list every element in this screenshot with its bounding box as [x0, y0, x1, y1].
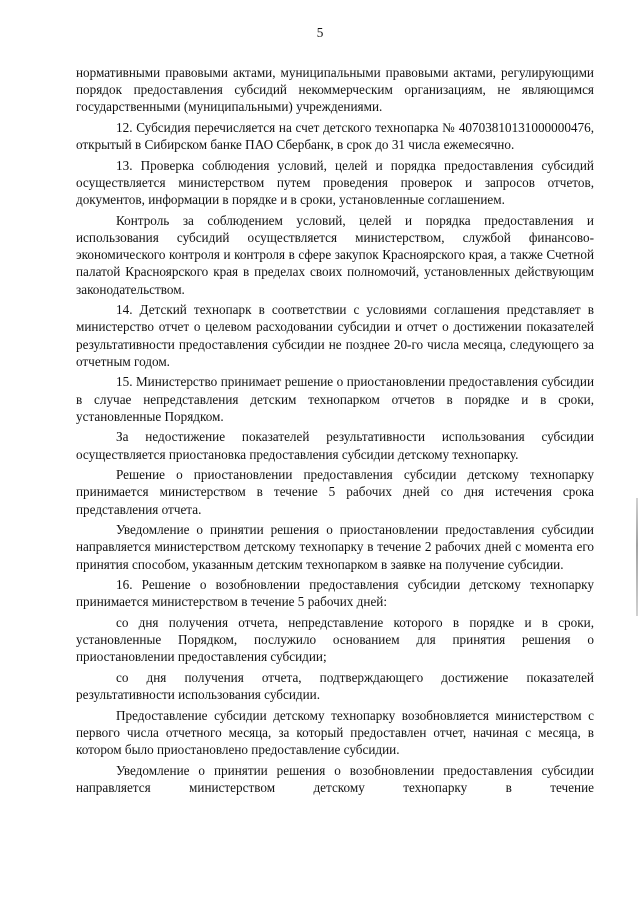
scan-edge-mark: [636, 498, 638, 616]
paragraph-continuation: нормативными правовыми актами, муниципальными правовыми актами, регулирующими порядок предоставления субсидий некоммерческим организациям, не являющимся государственными (муниципальными) учреждениями.: [76, 65, 594, 115]
paragraph-resumption-case-1: со дня получения отчета, непредставление которого в порядке и в сроки, установленные Порядком, послужило основанием для принятия решения о приостановлении предоставления субсидии;: [76, 615, 594, 665]
paragraph-12-subsidy-account: 12. Субсидия перечисляется на счет детского технопарка № 40703810131000000476, открытый в Сибирском банке ПАО Сбербанк, в срок до 31 числа ежемесячно.: [76, 120, 594, 153]
document-body: [76, 64, 594, 800]
paragraph-resumption-start: Предоставление субсидии детскому технопарку возобновляется министерством с первого числа отчетного месяца, за который предоставлен отчет, начиная с месяца, в котором было приостановлено предоставление субсидии.: [76, 707, 594, 758]
page-number: 5: [316, 25, 324, 40]
paragraph-resumption-case-2: со дня получения отчета, подтверждающего достижение показателей результативности использования субсидии.: [76, 670, 594, 703]
paragraph-15-suspension-decision: 15. Министерство принимает решение о приостановлении предоставления субсидии в случае непредставления детским технопарком отчетов в порядке и в сроки, установленные Порядком.: [76, 374, 594, 424]
paragraph-suspension-notice: Уведомление о принятии решения о приостановлении предоставления субсидии направляется министерством детскому технопарку в течение 2 рабочих дней с момента его принятия способом, указанным детским технопарком в заявке на получение субсидии.: [76, 522, 594, 572]
paragraph-non-achievement: За недостижение показателей результативности использования субсидии осуществляется приостановка предоставления субсидии детскому технопарку.: [76, 429, 594, 462]
paragraph-13-compliance-check: 13. Проверка соблюдения условий, целей и порядка предоставления субсидий осуществляется министерством путем проведения проверок и запросов отчетов, документов, информации в порядке и в сроки, установленные соглашением.: [76, 157, 594, 208]
paragraph-16-resumption-decision: 16. Решение о возобновлении предоставления субсидии детскому технопарку принимается министерством в течение 5 рабочих дней:: [76, 577, 594, 610]
paragraph-resumption-notice: Уведомление о принятии решения о возобновлении предоставления субсидии направляется министерством детскому технопарку в течение: [76, 762, 594, 795]
paragraph-control-bodies: Контроль за соблюдением условий, целей и порядка предоставления и использования субсидий осуществляется министерством, службой финансово-экономического контроля и контроля в сфере закупок Красноярского края, а также Счетной палатой Красноярского края в пределах своих полномочий, установленных действующим законодательством.: [76, 212, 594, 297]
paragraph-14-reports: 14. Детский технопарк в соответствии с условиями соглашения представляет в министерство отчет о целевом расходовании субсидии и отчет о достижении показателей результативности предоставления субсидии не позднее 20-го числа месяца, следующего за отчетным годом.: [76, 302, 594, 369]
paragraph-suspension-timing: Решение о приостановлении предоставления субсидии детскому технопарку принимается министерством в течение 5 рабочих дней со дня истечения срока представления отчета.: [76, 467, 594, 517]
